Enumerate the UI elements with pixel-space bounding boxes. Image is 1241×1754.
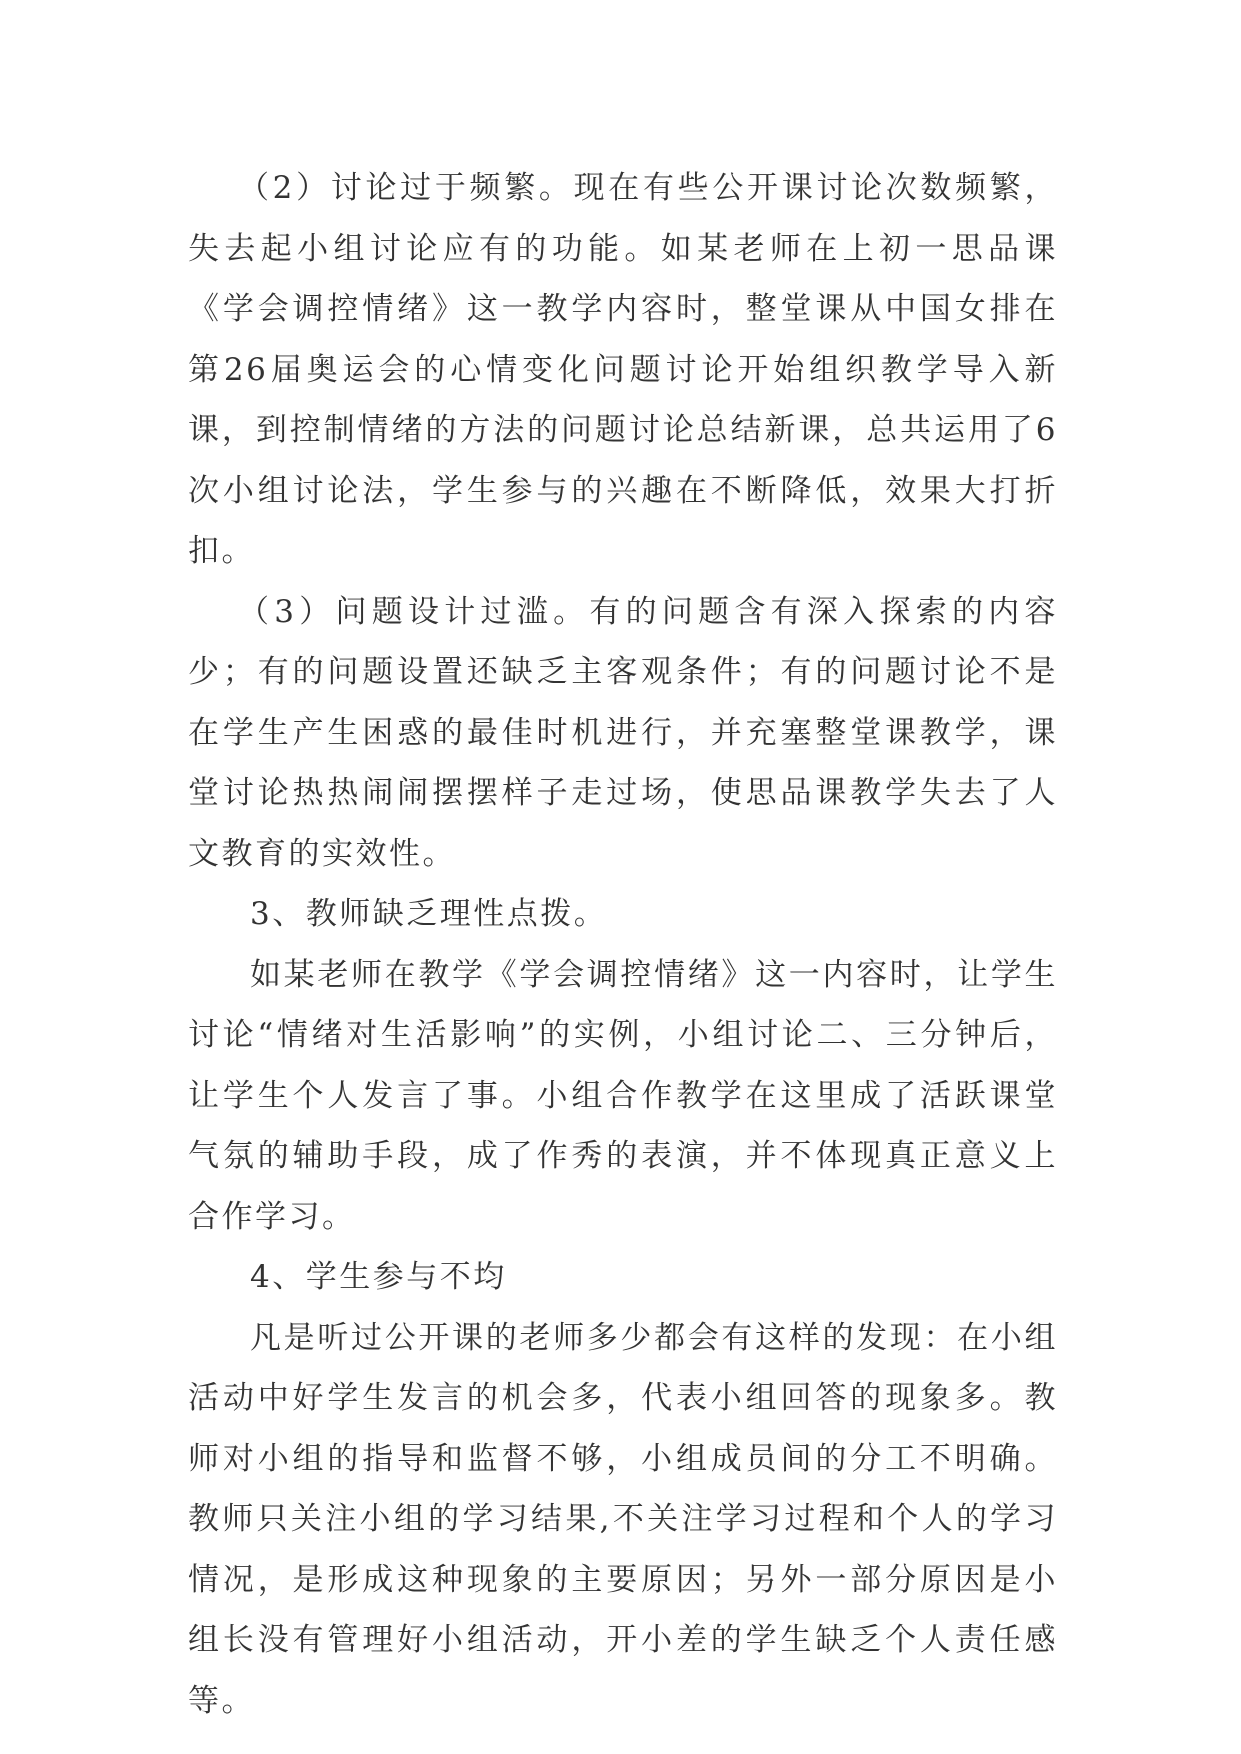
document-body xyxy=(188,158,1058,1731)
paragraph-question-design-excessive: （3）问题设计过滥。有的问题含有深入探索的内容少；有的问题设置还缺乏主客观条件；有的问题讨论不是在学生产生困惑的最佳时机进行，并充塞整堂课教学，课堂讨论热热闹闹摆摆样子走过场，使思品课教学失去了人文教育的实效性。 xyxy=(188,593,1058,872)
paragraph-uneven-participation: 凡是听过公开课的老师多少都会有这样的发现：在小组活动中好学生发言的机会多，代表小组回答的现象多。教师对小组的指导和监督不够，小组成员间的分工不明确。教师只关注小组的学习结果,不关注学习过程和个人的学习情况，是形成这种现象的主要原因；另外一部分原因是小组长没有管理好小组活动，开小差的学生缺乏个人责任感等。 xyxy=(188,1319,1058,1719)
heading-teacher-lacks-guidance: 3、教师缺乏理性点拨。 xyxy=(250,896,608,932)
heading-uneven-participation: 4、学生参与不均 xyxy=(250,1259,507,1295)
paragraph-discussion-too-frequent: （2）讨论过于频繁。现在有些公开课讨论次数频繁，失去起小组讨论应有的功能。如某老师在上初一思品课《学会调控情绪》这一教学内容时，整堂课从中国女排在第26届奥运会的心情变化问题讨论开始组织教学导入新课，到控制情绪的方法的问题讨论总结新课，总共运用了6次小组讨论法，学生参与的兴趣在不断降低，效果大打折扣。 xyxy=(188,170,1058,569)
paragraph-teacher-example: 如某老师在教学《学会调控情绪》这一内容时，让学生讨论“情绪对生活影响”的实例，小组讨论二、三分钟后，让学生个人发言了事。小组合作教学在这里成了活跃课堂气氛的辅助手段，成了作秀的表演，并不体现真正意义上合作学习。 xyxy=(188,956,1058,1235)
